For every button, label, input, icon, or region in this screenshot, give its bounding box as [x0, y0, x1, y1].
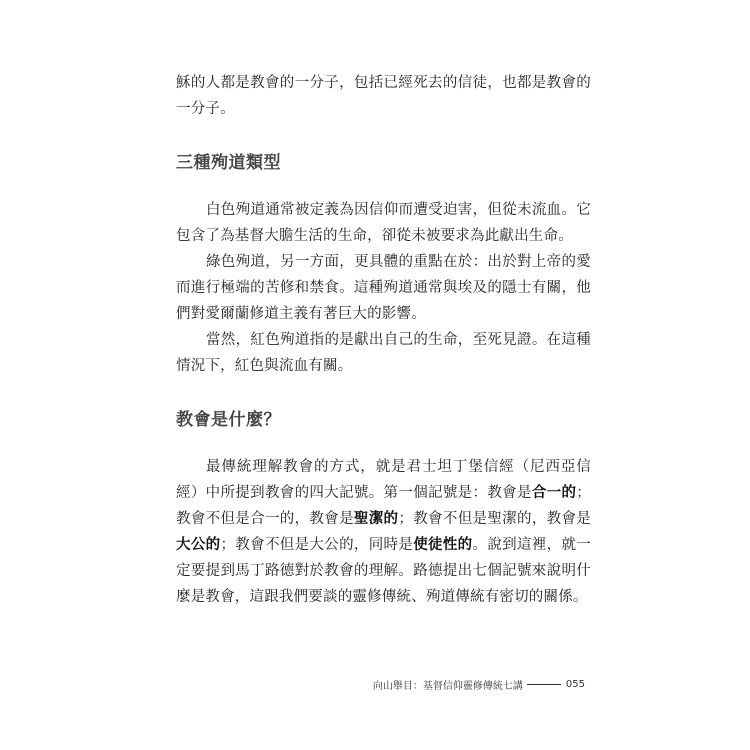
emphasis-holy: 聖潔的	[353, 510, 399, 527]
paragraph-red-martyrdom: 當然，紅色殉道指的是獻出自己的生命，至死見證。在這種情況下，紅色與流血有關。	[176, 332, 591, 374]
text-run: ；教會不但是合一的，教會是	[176, 485, 591, 527]
running-title: 向山舉目：基督信仰靈修傳統七講	[372, 681, 523, 692]
section-heading-what-is-church: 教會是什麼？	[176, 410, 281, 430]
footer-rule	[527, 684, 561, 685]
page-number: 055	[565, 679, 585, 690]
section-heading-martyrdom-types: 三種殉道類型	[176, 153, 281, 173]
text-run: 最傳統理解教會的方式，就是君士坦丁堡信經（尼西亞信經）中所提到教會的四大記號。第一個記號是：教會是	[176, 459, 591, 501]
emphasis-one: 合一的	[531, 484, 577, 501]
text-run: ；教會不但是聖潔的，教會是	[398, 511, 591, 527]
page-footer	[373, 677, 585, 692]
emphasis-catholic: 大公的	[176, 536, 221, 553]
paragraph-white-martyrdom: 白色殉道通常被定義為因信仰而遭受迫害，但從未流血。它包含了為基督大膽生活的生命，卻從未被要求為此獻出生命。	[176, 202, 591, 244]
emphasis-apostolic: 使徒性的	[413, 536, 473, 553]
page-body	[176, 70, 591, 610]
text-run: ；教會不但是大公的，同時是	[220, 537, 414, 553]
text-run: 。說到這裡，就一定要提到馬丁路德對於教會的理解。路德提出七個記號來說明什麼是教會，這跟我們要談的靈修傳統、殉道傳統有密切的關係。	[176, 537, 591, 605]
paragraph-four-marks	[176, 454, 591, 610]
paragraph-green-martyrdom: 綠色殉道，另一方面，更具體的重點在於：出於對上帝的愛而進行極端的苦修和禁食。這種殉道通常與埃及的隱士有關，他們對愛爾蘭修道主義有著巨大的影響。	[176, 254, 591, 322]
continued-paragraph: 穌的人都是教會的一分子，包括已經死去的信徒，也都是教會的一分子。	[176, 75, 591, 117]
